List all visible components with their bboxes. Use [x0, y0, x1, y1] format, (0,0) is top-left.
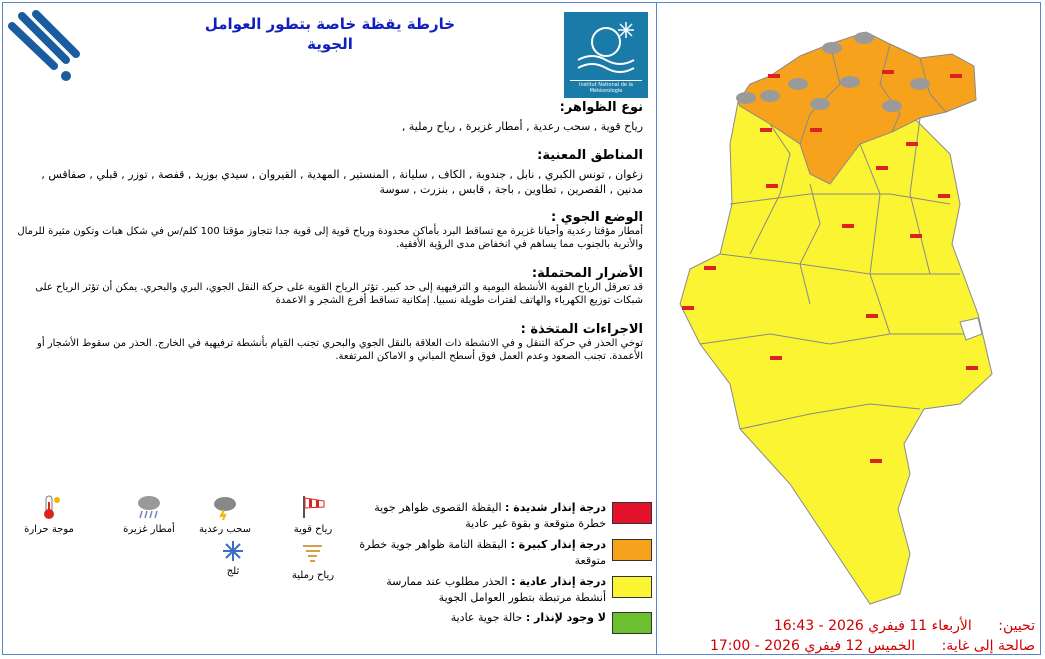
icon-heatwave: موجة حرارة: [14, 494, 84, 535]
section-title: نوع الظواهر:: [559, 100, 643, 115]
section-title: الاجراءات المتخذة :: [520, 322, 643, 337]
snow-icon: [222, 540, 244, 562]
legend-text: لا وجود لإنذار : حالة جوية عادية: [450, 611, 606, 624]
legend-text: درجة إنذار كبيرة : اليقظة التامة ظواهر جوية خطرة متوقعة: [359, 538, 606, 567]
section-situation: [13, 210, 643, 251]
legend-swatch-high: [612, 539, 652, 561]
section-regions: [23, 148, 643, 197]
inm-logo: [564, 12, 648, 98]
thunderstorm-icon: [212, 494, 238, 520]
legend-swatch-none: [612, 612, 652, 634]
legend-text: درجة إنذار شديدة : اليقظة القصوى ظواهر جوية خطرة متوقعة و بقوة غير عادية: [374, 501, 606, 530]
legend-high: [352, 537, 652, 577]
page-title: خارطة يقظة خاصة بتطور العوامل الجوية: [204, 15, 456, 53]
heatwave-icon: [36, 494, 62, 520]
legend-swatch-severe: [612, 502, 652, 524]
section-body: زغوان , تونس الكبري , نابل , جندوبة , الكاف , سليانة , المنستير , المهدية , القيروان , سيدي بوزيد , قفصة , توزر , قبلي , صفاقس , مدنين , القصرين , تطاوين , باجة , قابس , بنزرت , سوسة: [41, 168, 643, 196]
icon-heavy-rain: أمطار غزيرة: [114, 494, 184, 535]
legend-none: [352, 610, 652, 650]
section-body: رياح قوية , سحب رعدية , أمطار غزيرة , رياح رملية ,: [401, 120, 643, 133]
section-title: الأضرار المحتملة:: [531, 266, 643, 281]
stripes-logo-icon: [6, 10, 82, 86]
section-measures: [13, 322, 643, 363]
validity-timestamp: صالحة إلى غاية: الخميس 12 فيفري 2026 - 17:00: [709, 638, 1035, 654]
legend-normal: [352, 574, 652, 614]
section-body: قد تعرقل الرياح القوية الأنشطة اليومية و الترفيهية إلى حد كبير. تؤثر الرياح القوية على حركة النقل الجوي، البري والبحري. يمكن أن تؤثر الرياح على شبكات توزيع الكهرباء والهاتف لفترات طويلة نسبيا. إمكانية تساقط أفرع الشجر و الاعمدة: [35, 282, 643, 306]
sandstorm-icon: [300, 540, 326, 566]
section-phenomena: [23, 100, 643, 134]
legend-text: درجة إنذار عادية : الحذر مطلوب عند ممارسة أنشطة مرتبطة بتطور العوامل الجوية: [386, 575, 606, 604]
icon-thunderstorm: سحب رعدية: [190, 494, 260, 535]
heavy-rain-icon: [136, 494, 162, 520]
legend-severe: [352, 500, 652, 540]
section-body: أمطار مؤقتا رعدية وأحيانا غزيرة مع تساقط البرد بأماكن محدودة ورياح قوية إلى قوية جدا تتجاوز مؤقتا 100 كلم/س في شكل هبات وتكون مثيرة للرمال والأتربة بالجنوب مما يساهم في انخفاض مدى الرؤية الأفقية.: [17, 226, 643, 250]
tunisia-vigilance-map: [660, 4, 1040, 614]
legend-swatch-normal: [612, 576, 652, 598]
inm-caption: Institut National de la Météorologie: [579, 82, 633, 94]
section-damage: [13, 266, 643, 307]
windsock-icon: [300, 494, 326, 520]
section-title: الوضع الجوي :: [551, 210, 643, 225]
update-timestamp: تحيين: الأربعاء 11 فيفري 2026 - 16:43: [773, 618, 1035, 634]
icon-snow: ثلج: [198, 540, 268, 577]
panel-divider: [656, 2, 657, 655]
section-body: توخي الحذر في حركة التنقل و في الانشطة ذات العلاقة بالنقل الجوي والبحري تجنب القيام بأنشطة ترفيهية في الخارج. الحذر من سقوط الأشجار أو الأعمدة. تجنب الصعود وعدم العمل فوق أسطح المباني و الاماكن المرتفعة.: [36, 338, 643, 362]
icon-sandstorm: رياح رملية: [278, 540, 348, 581]
icon-strong-wind: رياح قوية: [278, 494, 348, 535]
section-title: المناطق المعنية:: [537, 148, 643, 163]
